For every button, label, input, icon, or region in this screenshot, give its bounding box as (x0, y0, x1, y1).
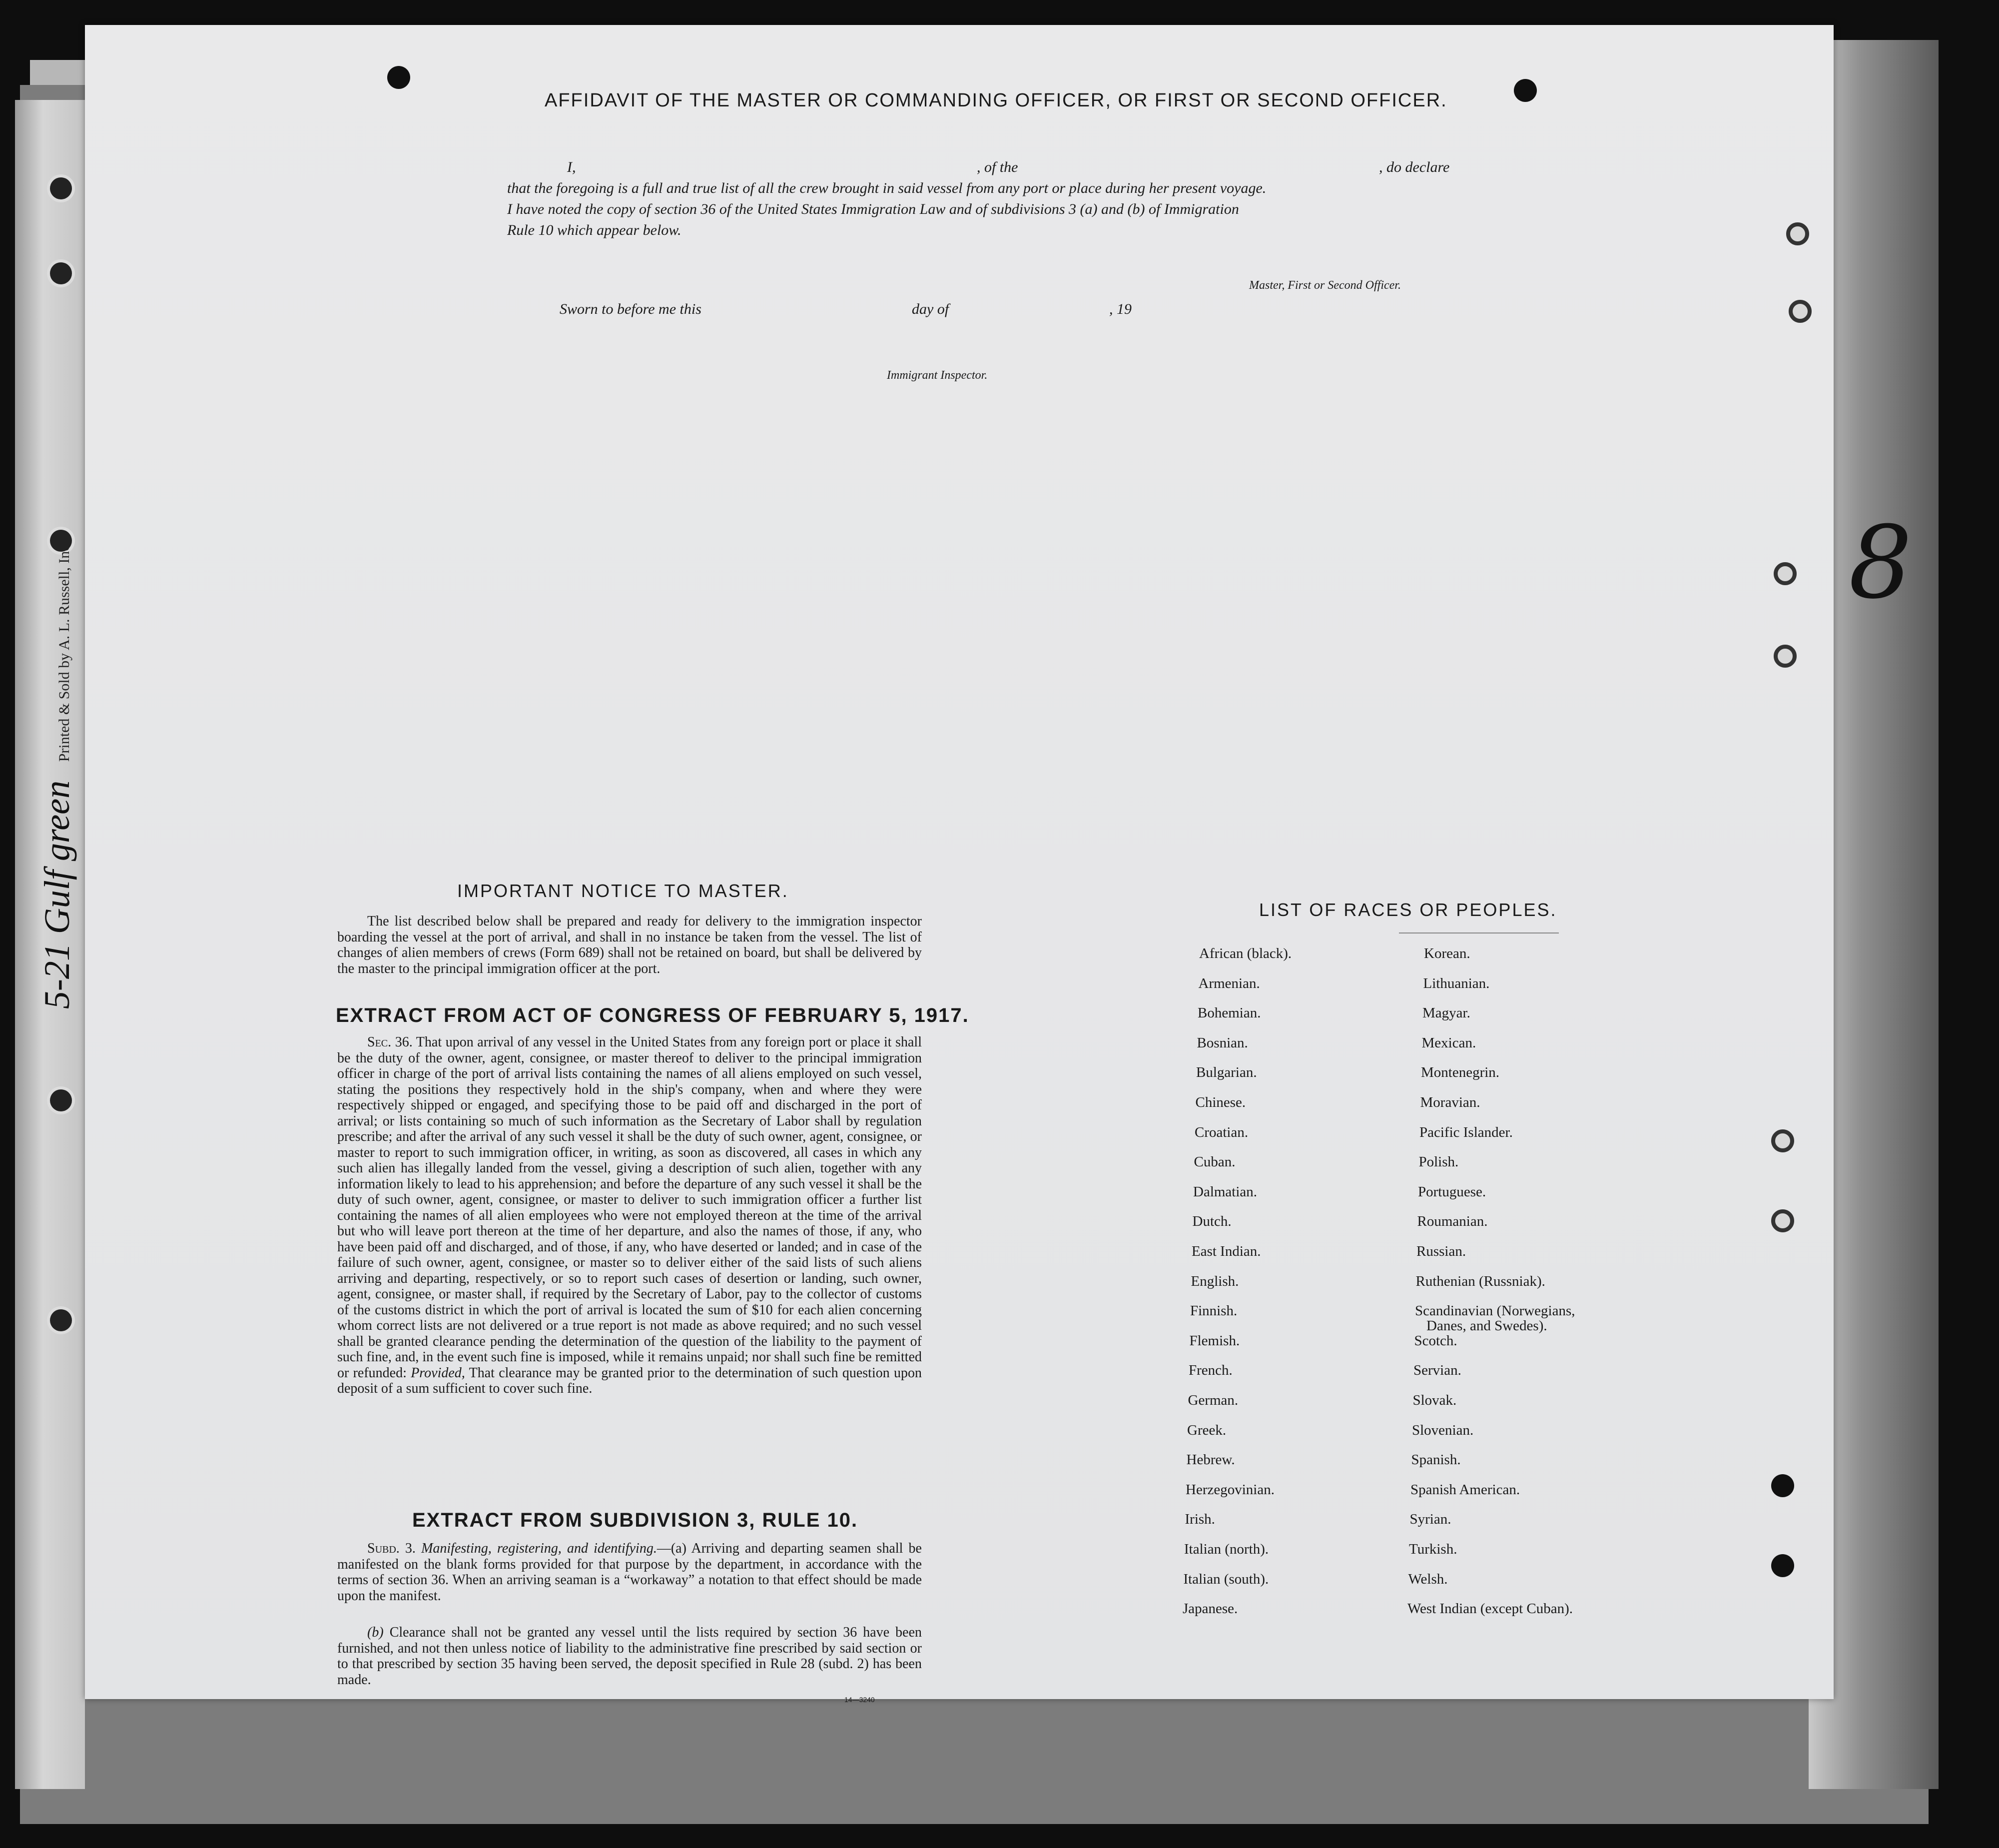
race-left-item: Herzegovinian. (1186, 1481, 1275, 1498)
race-left-item: German. (1188, 1392, 1239, 1408)
race-right-item: Roumanian. (1417, 1213, 1488, 1230)
subd-b-body: Clearance shall not be granted any vessel until the lists required by section 36 have been furnished, and not then unless notice of liability to the administrative fine prescribed by said section or to that prescribed by section 35 having been served, the deposit specified in Rule 28 (subd. 2) has been made. (337, 1625, 922, 1688)
races-title-rule (1399, 932, 1559, 933)
race-right-item: Scandinavian (Norwegians, (1415, 1303, 1575, 1319)
act-sec-label: Sec. 36. (367, 1034, 413, 1050)
binder-hole (50, 1089, 72, 1111)
punch-hole (1771, 1129, 1794, 1152)
race-right-item: Montenegrin. (1421, 1064, 1500, 1081)
form-number: 14—3240 (844, 1696, 875, 1704)
race-right-item: Magyar. (1422, 1005, 1470, 1021)
act-text (337, 1034, 922, 1397)
master-signature-label: Master, First or Second Officer. (1249, 279, 1401, 292)
punch-hole (1771, 1474, 1794, 1497)
act-body-end: That clearance may be granted prior to the determination of such question upon deposit of a sum sufficient to cover such fine. (337, 1365, 922, 1396)
race-left-item: Cuban. (1194, 1154, 1236, 1170)
punch-hole (1771, 1554, 1794, 1577)
binder-handwriting: 5-21 Gulf green (37, 780, 77, 1009)
race-right-item: Korean. (1424, 945, 1470, 961)
race-left-item: Armenian. (1198, 975, 1260, 991)
punch-hole (1771, 1209, 1794, 1232)
race-right-item: Turkish. (1409, 1541, 1457, 1557)
race-right-item: Lithuanian. (1423, 975, 1490, 991)
race-right-item: Portuguese. (1418, 1183, 1486, 1200)
subd-label: Subd. 3. (367, 1541, 416, 1556)
affidavit-i: I, (567, 159, 576, 175)
race-right-item: Danes, and Swedes). (1426, 1318, 1547, 1334)
race-left-item: Italian (north). (1184, 1541, 1269, 1557)
race-right-item: Servian. (1413, 1362, 1461, 1379)
race-left-item: Bosnian. (1197, 1034, 1248, 1051)
subd-title: EXTRACT FROM SUBDIVISION 3, RULE 10. (412, 1509, 858, 1531)
notice-body: The list described below shall be prepared and ready for delivery to the immigration inspector boarding the vessel at the port of arrival, and shall in no instance be taken from the vessel. The list of changes of alien members of crews (Form 689) shall not be retained on board, but shall be delivered by the master to the principal immigration officer at the port. (337, 914, 922, 976)
race-right-item: Slovak. (1412, 1392, 1457, 1408)
notice-title: IMPORTANT NOTICE TO MASTER. (457, 881, 789, 901)
races-title: LIST OF RACES OR PEOPLES. (1259, 900, 1557, 920)
affidavit-declare: , do declare (1379, 159, 1450, 175)
punch-hole (1786, 222, 1809, 245)
handwritten-number: 8 (1849, 505, 1913, 621)
race-right-item: Spanish. (1411, 1452, 1461, 1468)
race-left-item: Chinese. (1195, 1094, 1246, 1110)
act-provided: Provided, (411, 1365, 465, 1381)
race-left-item: Irish. (1185, 1511, 1215, 1528)
subd-b-text (337, 1625, 922, 1688)
race-right-item: Slovenian. (1412, 1422, 1474, 1438)
race-right-item: Russian. (1416, 1243, 1466, 1259)
notice-text (337, 914, 922, 976)
race-right-item: Polish. (1418, 1154, 1459, 1170)
race-right-item: West Indian (except Cuban). (1407, 1601, 1573, 1617)
subd-b-label: (b) (367, 1625, 384, 1640)
race-left-item: French. (1189, 1362, 1233, 1379)
binder-hole (50, 262, 72, 284)
race-left-item: Dalmatian. (1193, 1183, 1258, 1200)
punch-hole (1774, 645, 1797, 668)
inspector-label: Immigrant Inspector. (887, 369, 988, 382)
binder-label (25, 540, 90, 1009)
manifest-page (85, 25, 1834, 1699)
sworn-label: Sworn to before me this (560, 301, 701, 317)
affidavit-line-3: I have noted the copy of section 36 of the United States Immigration Law and of subdivisions 3 (a) and (b) of Immigration (507, 201, 1239, 217)
binder-hole (50, 177, 72, 199)
race-left-item: Flemish. (1189, 1332, 1240, 1349)
race-left-item: English. (1191, 1273, 1239, 1289)
race-left-item: Dutch. (1192, 1213, 1232, 1230)
race-left-item: Japanese. (1183, 1601, 1238, 1617)
race-left-item: Croatian. (1195, 1124, 1249, 1140)
race-right-item: Moravian. (1420, 1094, 1480, 1110)
punch-hole (387, 66, 410, 89)
race-left-item: East Indian. (1192, 1243, 1261, 1259)
race-right-item: Syrian. (1409, 1511, 1451, 1528)
race-left-item: Finnish. (1190, 1303, 1238, 1319)
race-left-item: Greek. (1187, 1422, 1227, 1438)
punch-hole (1514, 79, 1537, 102)
race-left-item: Bulgarian. (1196, 1064, 1257, 1081)
race-left-item: Bohemian. (1198, 1005, 1261, 1021)
race-right-item: Spanish American. (1410, 1481, 1520, 1498)
punch-hole (1774, 562, 1797, 585)
binder-hole (50, 1309, 72, 1331)
subd-a-text (337, 1541, 922, 1604)
race-left-item: African (black). (1199, 945, 1292, 961)
binder-printer: Printed & Sold by A. L. Russell, Inc. (56, 540, 73, 762)
subd-heading: Manifesting, registering, and identifying. (421, 1541, 657, 1556)
act-body: That upon arrival of any vessel in the United States from any foreign port or place it shall be the duty of the owner, agent, consignee, or master thereof to deliver to the principal immigration officer in charge of the port of arrival lists containing the names of all aliens employed on such vessel, stating the positions they respectively hold in the ship's company, when and where they were respectively shipped or engaged, and specifying those to be paid off and discharged in the port of arrival; or lists containing so much of such information as the Secretary of Labor shall by regulation prescribe; and after the arrival of any such vessel it shall be the duty of such owner, agent, consignee, or master to report to such immigration officer, in writing, as soon as discovered, all cases in which any such alien has illegally landed from the vessel, giving a description of such alien, together with any information likely to lead to his apprehension; and before the departure of any such vessel it shall be the duty of such owner, agent, consignee, or master to deliver to such immigration officer a further list containing the names of all alien employees who were not employed thereon at the time of the arrival but who will leave port thereon at the time of her departure, and also the names of those, if any, who have been paid off and discharged, and of those, if any, who have deserted or landed; and in case of the failure of such owner, agent, consignee, or master so to deliver either of the said lists of such aliens arriving and departing, respectively, or so to report such cases of desertion or landing, such owner, agent, consignee, or master shall, if required by the Secretary of Labor, pay to the collector of customs of the customs district in which the port of arrival is located the sum of $10 for each alien concerning whom correct lists are not delivered or a true report is not made as above required; and no such vessel shall be granted clearance pending the determination of the question of the liability to the payment of such fine, and, in the event such fine is imposed, while it remains unpaid; nor shall such fine be remitted or refunded: (337, 1034, 922, 1381)
year-label: , 19 (1109, 301, 1132, 317)
affidavit-line-4: Rule 10 which appear below. (507, 222, 681, 238)
punch-hole (1789, 300, 1812, 323)
subd-a-body: —(a) Arriving and departing seamen shall be manifested on the blank forms provided for that purpose by the department, in accordance with the terms of section 36. When an arriving seaman is a “workaway” a notation to that effect should be made upon the manifest. (337, 1541, 922, 1604)
race-right-item: Pacific Islander. (1419, 1124, 1513, 1140)
affidavit-title: AFFIDAVIT OF THE MASTER OR COMMANDING OFFICER, OR FIRST OR SECOND OFFICER. (545, 90, 1447, 111)
race-right-item: Ruthenian (Russniak). (1415, 1273, 1545, 1289)
race-left-item: Italian (south). (1183, 1571, 1269, 1587)
act-title: EXTRACT FROM ACT OF CONGRESS OF FEBRUARY 5, 1917. (336, 1004, 969, 1026)
race-left-item: Hebrew. (1186, 1452, 1235, 1468)
race-right-item: Scotch. (1414, 1332, 1457, 1349)
affidavit-of-the: , of the (977, 159, 1018, 175)
day-of-label: day of (912, 301, 949, 317)
race-right-item: Mexican. (1421, 1034, 1476, 1051)
affidavit-line-2: that the foregoing is a full and true list of all the crew brought in said vessel from any port or place during her present voyage. (507, 180, 1267, 196)
race-right-item: Welsh. (1408, 1571, 1448, 1587)
